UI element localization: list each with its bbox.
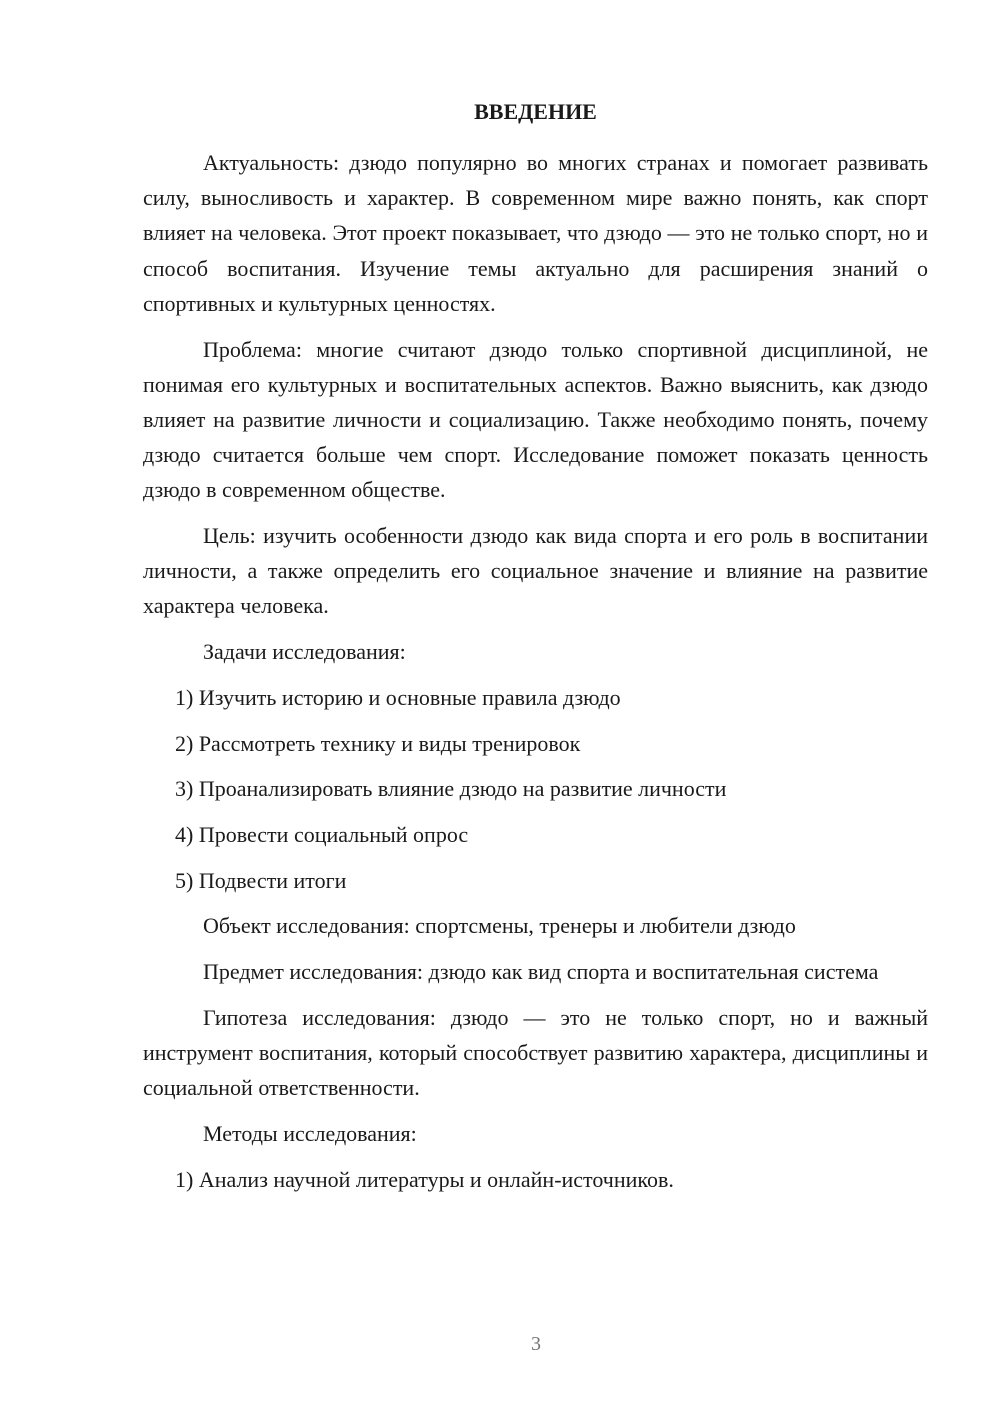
page-title: ВВЕДЕНИЕ [474,99,597,124]
list-item: 1) Анализ научной литературы и онлайн-источников. [175,1166,674,1192]
page-number: 3 [531,1333,541,1355]
list-item: 3) Проанализировать влияние дзюдо на развитие личности [175,776,727,802]
list-item: 4) Провести социальный опрос [175,821,469,847]
methods-title: Методы исследования: [203,1120,417,1146]
subject-paragraph: Предмет исследования: дзюдо как вид спорта и воспитательная система [203,959,879,985]
object-paragraph: Объект исследования: спортсмены, тренеры и любители дзюдо [203,913,796,939]
goal-paragraph: Цель: изучить особенности дзюдо как вида спорта и его роль в воспитании личности, а также определить его социальное значение и влияние на развитие характера человека. [143,523,928,619]
list-item: 1) Изучить историю и основные правила дзюдо [175,684,621,710]
hypothesis-paragraph: Гипотеза исследования: дзюдо — это не только спорт, но и важный инструмент воспитания, который способствует развитию характера, дисциплины и социальной ответственности. [143,1004,928,1101]
problem-paragraph: Проблема: многие считают дзюдо только спортивной дисциплиной, не понимая его культурных и воспитательных аспектов. Важно выяснить, как дзюдо влияет на развитие личности и социализацию. Также необходимо понять, почему дзюдо считается больше чем спорт. Исследование поможет показать ценность дзюдо в современном обществе. [143,336,928,503]
document-page [143,94,928,1207]
methods-list [143,1162,928,1197]
tasks-list [143,680,928,898]
list-item: 5) Подвести итоги [175,867,347,893]
list-item: 2) Рассмотреть технику и виды тренировок [175,730,581,756]
relevance-paragraph: Актуальность: дзюдо популярно во многих странах и помогает развивать силу, выносливость и характер. В современном мире важно понять, как спорт влияет на человека. Этот проект показывает, что дзюдо — это не только спорт, но и способ воспитания. Изучение темы актуально для расширения знаний о спортивных и культурных ценностях. [143,150,928,316]
tasks-title: Задачи исследования: [203,639,406,665]
